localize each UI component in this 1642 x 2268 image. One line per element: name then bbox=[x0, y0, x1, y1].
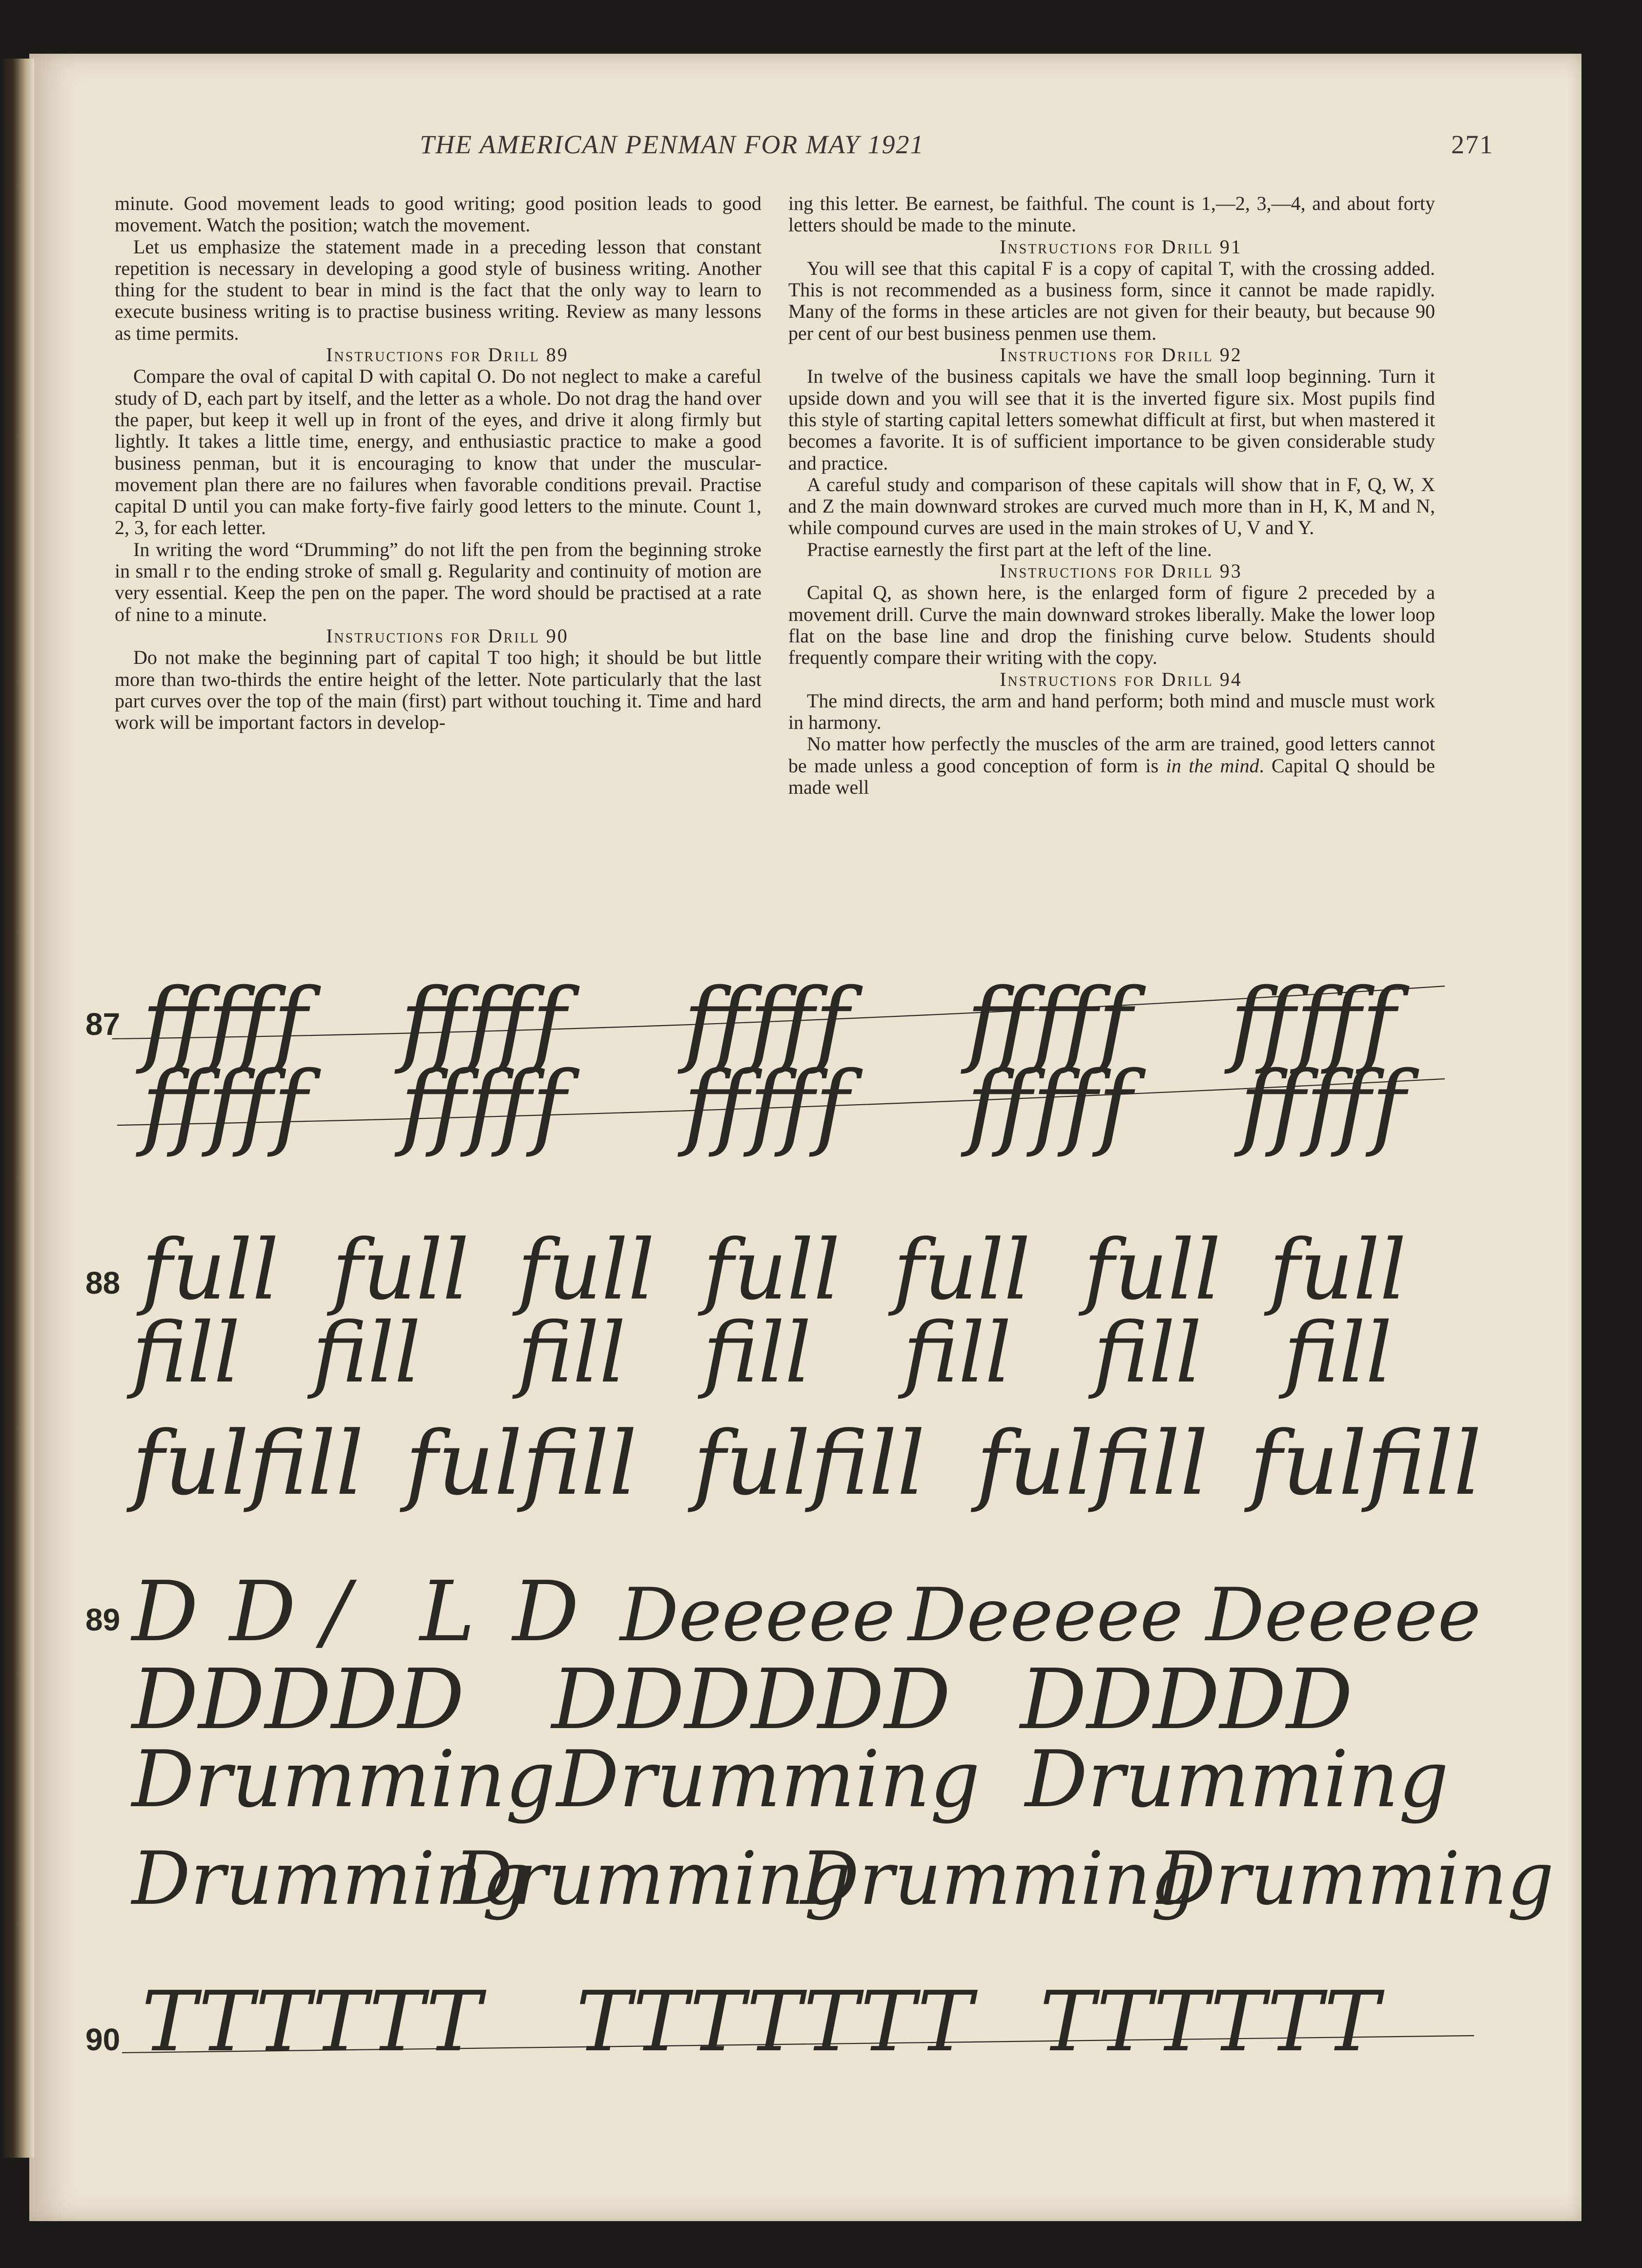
script-word: fill bbox=[132, 1305, 241, 1402]
script-word: fulfill bbox=[405, 1413, 637, 1515]
script-word: full bbox=[1084, 1222, 1221, 1319]
script-word: fffff bbox=[966, 1052, 1132, 1159]
script-word: / bbox=[322, 1564, 350, 1660]
script-word: D bbox=[229, 1564, 296, 1660]
drill-94-heading: Instructions for Drill 94 bbox=[1000, 668, 1242, 690]
paragraph: The mind directs, the arm and hand perform; both mind and muscle must work in harmony. bbox=[788, 689, 1435, 734]
paragraph: Compare the oval of capital D with capital O. Do not neglect to make a careful study of D, each part by itself, and the letter as a whole. Do not drag the hand over the paper, but keep it well up in front of the eyes, and drive it along firmly but lightly. It takes a little time, energy, and enthusiastic practice to make a good business penman, but it is encouraging to know that under the muscular-movement plan there are no failures when favorable conditions prevail. Practise capital D until you can make forty-five fairly good letters to the minute. Count 1, 2, 3, for each letter. bbox=[115, 365, 761, 539]
left-column bbox=[115, 193, 761, 733]
script-word: DDDDDD bbox=[552, 1651, 951, 1748]
script-word: fffff bbox=[683, 969, 849, 1076]
script-word: fulfill bbox=[132, 1413, 364, 1515]
drill-88-specimen bbox=[85, 1222, 1481, 1515]
script-word: Drumming bbox=[800, 1836, 1198, 1921]
script-word: Drumming bbox=[132, 1733, 555, 1825]
script-word: full bbox=[332, 1222, 470, 1319]
drill-93-heading: Instructions for Drill 93 bbox=[1000, 560, 1242, 582]
paragraph: Practise earnestly the first part at the left of the line. bbox=[807, 538, 1212, 560]
drill-91-heading: Instructions for Drill 91 bbox=[1000, 235, 1242, 258]
script-word: full bbox=[517, 1222, 655, 1319]
drill-89-number: 89 bbox=[85, 1602, 121, 1637]
script-word: fffff bbox=[400, 969, 566, 1076]
script-word: DDDDD bbox=[132, 1651, 465, 1748]
script-word: fffff bbox=[966, 969, 1132, 1076]
script-word: D bbox=[132, 1564, 199, 1660]
script-word: Deeeee bbox=[620, 1573, 896, 1658]
paragraph: In twelve of the business capitals we have the small loop beginning. Turn it upside down and you will see that it is the inverted figure six. Most pupils find this style of starting capital letters somewhat difficult at first, but when mastered it becomes a favorite. It is of sufficient importance to be given considerable study and practice. bbox=[788, 365, 1435, 474]
script-word: Deeeee bbox=[908, 1573, 1184, 1658]
script-word: fulfill bbox=[976, 1413, 1209, 1515]
script-word: fffff bbox=[400, 1052, 566, 1159]
script-word: full bbox=[703, 1222, 841, 1319]
script-word: fffff bbox=[142, 1052, 308, 1159]
script-word: fill bbox=[517, 1305, 626, 1402]
page-number: 271 bbox=[1451, 130, 1494, 159]
drill-89-heading: Instructions for Drill 89 bbox=[326, 344, 569, 366]
paragraph: ing this letter. Be earnest, be faithful. The count is 1,—2, 3,—4, and about forty letters should be made to the minute. bbox=[788, 192, 1435, 236]
script-word: TTTTTT bbox=[142, 1974, 482, 2070]
drill-89-specimen bbox=[85, 1564, 1554, 1921]
script-word: full bbox=[142, 1222, 279, 1319]
drill-87-number: 87 bbox=[85, 1007, 121, 1042]
script-word: Drumming bbox=[454, 1836, 851, 1921]
drill-88-row-1 bbox=[136, 1222, 1406, 1319]
script-word: Drumming bbox=[132, 1836, 529, 1921]
drill-89-row-3 bbox=[130, 1733, 1449, 1825]
script-word: fill bbox=[903, 1305, 1012, 1402]
paragraph: In writing the word “Drumming” do not lift the pen from the beginning stroke in small r to the ending stroke of small g. Regularity and continuity of motion are very essential. Keep the pen on the paper. The word should be practised at a rate of nine to a minute. bbox=[115, 538, 761, 625]
emphasis-text: in the mind bbox=[1166, 754, 1259, 777]
drill-87-row-2 bbox=[117, 1052, 1445, 1159]
drill-90-row-1 bbox=[122, 1974, 1474, 2070]
paragraph: You will see that this capital F is a copy of capital T, with the crossing added. This is not recommended as a business form, since it cannot be made rapidly. Many of the forms in these articles are not given for their beauty, but because 90 per cent of our best business penmen use them. bbox=[788, 257, 1435, 344]
script-word: full bbox=[893, 1222, 1031, 1319]
script-word: fill bbox=[312, 1305, 421, 1402]
paragraph: Capital Q, as shown here, is the enlarged form of figure 2 preceded by a movement drill. Curve the main downward strokes liberally. Make the lower loop flat on the base line and drop the finishing curve below. Students should frequently compare their writing with the copy. bbox=[788, 581, 1435, 669]
paragraph: Let us emphasize the statement made in a preceding lesson that constant repetition is necessary in developing a good style of business writing. Another thing for the student to bear in mind is the fact that the only way to learn to execute business writing is to practise business writing. Review as many lessons as time permits. bbox=[115, 235, 761, 344]
script-word: fill bbox=[1093, 1305, 1202, 1402]
script-word: full bbox=[1269, 1222, 1407, 1319]
paragraph: minute. Good movement leads to good writing; good position leads to good movement. Watch the position; watch the movement. bbox=[115, 192, 761, 236]
script-word: fffff bbox=[1240, 1052, 1406, 1159]
script-word: fill bbox=[703, 1305, 812, 1402]
drill-88-row-3 bbox=[126, 1413, 1481, 1515]
script-word: DDDDD bbox=[1020, 1651, 1353, 1748]
header-title: THE AMERICAN PENMAN FOR MAY 1921 bbox=[420, 130, 924, 159]
paragraph: A careful study and comparison of these capitals will show that in F, Q, W, X and Z the main downward strokes are curved much more than in H, K, M and N, while compound curves are used in the main strokes of U, V and Y. bbox=[788, 473, 1435, 539]
drill-90-heading: Instructions for Drill 90 bbox=[326, 624, 569, 647]
script-word: fulfill bbox=[1250, 1413, 1482, 1515]
script-word: fulfill bbox=[693, 1413, 925, 1515]
paragraph bbox=[788, 733, 1435, 798]
script-word: fffff bbox=[142, 969, 308, 1076]
script-word: fffff bbox=[1230, 969, 1396, 1076]
paragraph-text: No matter how perfectly the muscles of the arm are trained, good letters cannot be made unless a good conception of form is bbox=[788, 733, 1435, 777]
drill-89-row-4 bbox=[130, 1836, 1554, 1921]
script-word: D bbox=[513, 1564, 579, 1660]
script-word: L bbox=[420, 1564, 475, 1660]
script-word: fffff bbox=[683, 1052, 849, 1159]
script-word: Deeeee bbox=[1206, 1573, 1481, 1658]
script-word: TTTTTTT bbox=[576, 1974, 973, 2070]
drill-90-specimen bbox=[85, 1974, 1474, 2070]
running-header bbox=[420, 129, 1494, 173]
drill-88-number: 88 bbox=[85, 1265, 121, 1300]
script-word: Drumming bbox=[556, 1733, 980, 1825]
penmanship-specimens bbox=[0, 957, 1642, 2128]
paragraph-text: . Capital Q should be made well bbox=[788, 754, 1435, 799]
drill-89-row-1 bbox=[130, 1564, 1481, 1660]
drill-87-specimen bbox=[85, 969, 1445, 1159]
drill-92-heading: Instructions for Drill 92 bbox=[1000, 344, 1242, 366]
right-column bbox=[788, 193, 1435, 798]
script-word: Drumming bbox=[1157, 1836, 1554, 1921]
paragraph: Do not make the beginning part of capital T too high; it should be but little more than two-thirds the entire height of the letter. Note particularly that the last part curves over the top of the main (first) part without touching it. Time and hard work will be important factors in develop- bbox=[115, 646, 761, 734]
drill-88-row-2 bbox=[126, 1305, 1392, 1402]
script-word: Drumming bbox=[1025, 1733, 1449, 1825]
script-word: TTTTTT bbox=[1040, 1974, 1380, 2070]
drill-90-number: 90 bbox=[85, 2022, 121, 2057]
script-word: fill bbox=[1284, 1305, 1393, 1402]
